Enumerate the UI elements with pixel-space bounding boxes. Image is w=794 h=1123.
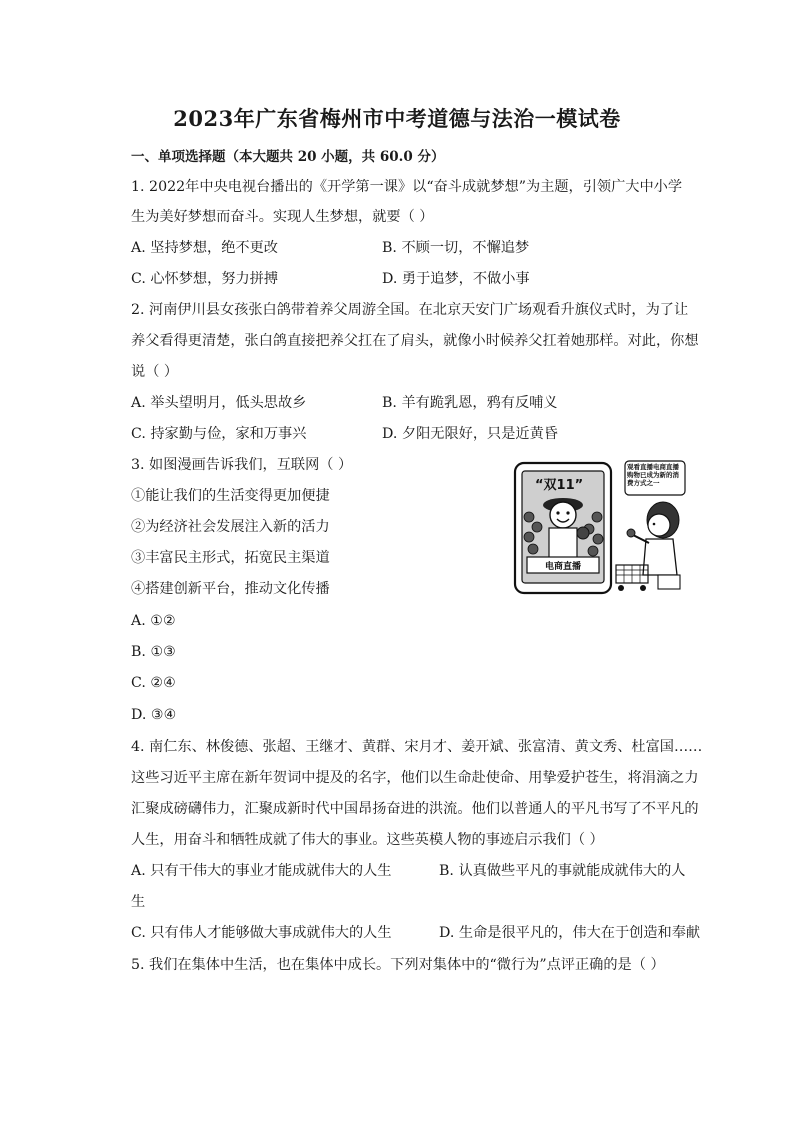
q2-option-a: A. 举头望明月，低头思故乡 xyxy=(131,395,307,411)
q2-option-c: C. 持家勤与俭，家和万事兴 xyxy=(131,426,307,442)
q1-option-d: D. 勇于追梦，不做小事 xyxy=(382,271,530,287)
q3-statement-3: ③丰富民主形式，拓宽民主渠道 xyxy=(131,550,330,566)
livestream-cartoon-image xyxy=(513,457,688,597)
q4-stem-line1: 4. 南仁东、林俊德、张超、王继才、黄群、宋月才、姜开斌、张富清、黄文秀、杜富国…… xyxy=(131,739,703,755)
q2-option-b: B. 羊有跪乳恩，鸦有反哺义 xyxy=(382,395,558,411)
q3-option-b: B. ①③ xyxy=(131,644,176,660)
section-heading: 一、单项选择题（本大题共 20 小题，共 60.0 分） xyxy=(131,149,445,165)
page-title: 2023年广东省梅州市中考道德与法治一模试卷 xyxy=(173,106,621,131)
q4-option-d: D. 生命是很平凡的，伟大在于创造和奉献 xyxy=(439,925,701,941)
q2-stem-line2: 养父看得更清楚，张白鸽直接把养父扛在了肩头，就像小时候养父扛着她那样。对此，你想 xyxy=(131,333,699,349)
q1-stem-line1: 1. 2022年中央电视台播出的《开学第一课》以“奋斗成就梦想”为主题，引领广大中小学 xyxy=(131,179,683,195)
q3-option-c: C. ②④ xyxy=(131,675,176,691)
q3-stem: 3. 如图漫画告诉我们，互联网（ ） xyxy=(131,457,353,473)
q3-option-d: D. ③④ xyxy=(131,707,177,723)
q4-option-a: A. 只有干伟大的事业才能成就伟大的人生 xyxy=(131,863,392,879)
q4-option-c: C. 只有伟人才能够做大事成就伟大的人生 xyxy=(131,925,392,941)
q1-option-c: C. 心怀梦想，努力拼搏 xyxy=(131,271,279,287)
q3-statement-2: ②为经济社会发展注入新的活力 xyxy=(131,519,330,535)
q3-statement-1: ①能让我们的生活变得更加便捷 xyxy=(131,488,330,504)
q2-option-d: D. 夕阳无限好，只是近黄昏 xyxy=(382,426,558,442)
q4-option-b: B. 认真做些平凡的事就能成就伟大的人 xyxy=(439,863,686,879)
q4-stem-line4: 人生，用奋斗和牺牲成就了伟大的事业。这些英模人物的事迹启示我们（ ） xyxy=(131,832,604,848)
q1-option-a: A. 坚持梦想，绝不更改 xyxy=(131,240,278,256)
q2-stem-line3: 说（ ） xyxy=(131,364,179,380)
q5-stem: 5. 我们在集体中生活，也在集体中成长。下列对集体中的“微行为”点评正确的是（ ） xyxy=(131,957,665,973)
screen-label: 电商直播 xyxy=(544,562,582,572)
q4-option-b-continued: 生 xyxy=(131,894,146,910)
q4-stem-line3: 汇聚成磅礴伟力，汇聚成新时代中国昂扬奋进的洪流。他们以普通人的平凡书写了不平凡的 xyxy=(131,801,699,817)
q4-stem-line2: 这些习近平主席在新年贺词中提及的名字，他们以生命赴使命、用挚爱护苍生，将涓滴之力 xyxy=(131,770,699,786)
q1-option-b: B. 不顾一切，不懈追梦 xyxy=(382,240,530,256)
q1-stem-line2: 生为美好梦想而奋斗。实现人生梦想，就要（ ） xyxy=(131,209,434,225)
q3-option-a: A. ①② xyxy=(131,613,176,629)
speech-bubble-text: 观看直播电商直播购物已成为新的消费方式之一 xyxy=(627,463,679,487)
banner-text: “双11” xyxy=(535,478,584,493)
q2-stem-line1: 2. 河南伊川县女孩张白鸽带着养父周游全国。在北京天安门广场观看升旗仪式时，为了让 xyxy=(131,302,689,318)
q3-statement-4: ④搭建创新平台，推动文化传播 xyxy=(131,581,330,597)
